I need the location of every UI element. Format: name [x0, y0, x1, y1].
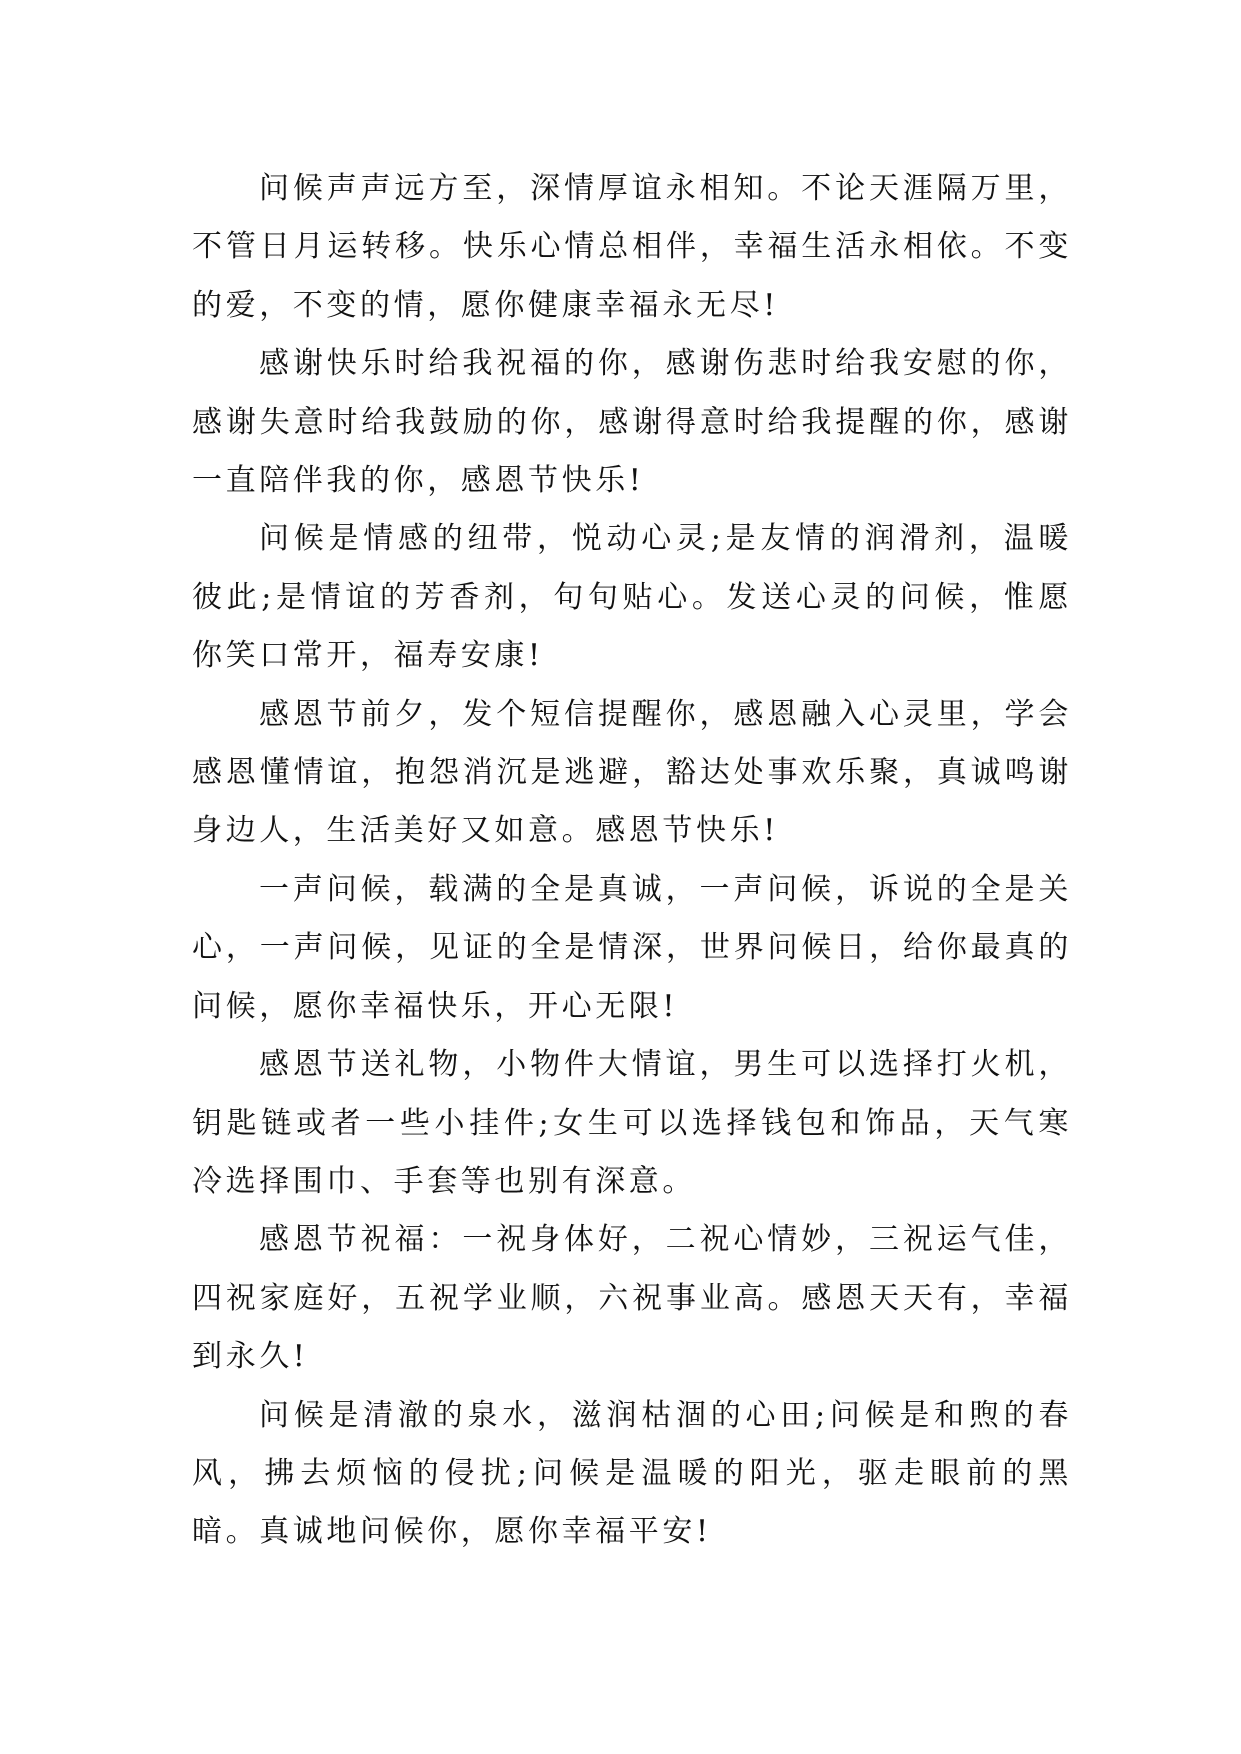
- paragraph: 一声问候，载满的全是真诚，一声问候，诉说的全是关心，一声问候，见证的全是情深，世界问候日，给你最真的问候，愿你幸福快乐，开心无限!: [192, 871, 1072, 1024]
- paragraph: 问候声声远方至，深情厚谊永相知。不论天涯隔万里，不管日月运转移。快乐心情总相伴，幸福生活永相依。不变的爱，不变的情，愿你健康幸福永无尽!: [192, 171, 1072, 323]
- document-body: [192, 160, 1072, 1562]
- paragraph: 感恩节送礼物，小物件大情谊，男生可以选择打火机，钥匙链或者一些小挂件;女生可以选择钱包和饰品，天气寒冷选择围巾、手套等也别有深意。: [192, 1047, 1072, 1199]
- paragraph: 问候是清澈的泉水，滋润枯涸的心田;问候是和煦的春风，拂去烦恼的侵扰;问候是温暖的阳光，驱走眼前的黑暗。真诚地问候你，愿你幸福平安!: [192, 1397, 1072, 1550]
- paragraph: 感恩节祝福：一祝身体好，二祝心情妙，三祝运气佳，四祝家庭好，五祝学业顺，六祝事业高。感恩天天有，幸福到永久!: [192, 1222, 1072, 1375]
- paragraph: 感恩节前夕，发个短信提醒你，感恩融入心灵里，学会感恩懂情谊，抱怨消沉是逃避，豁达处事欢乐聚，真诚鸣谢身边人，生活美好又如意。感恩节快乐!: [192, 696, 1072, 849]
- paragraph: 感谢快乐时给我祝福的你，感谢伤悲时给我安慰的你，感谢失意时给我鼓励的你，感谢得意时给我提醒的你，感谢一直陪伴我的你，感恩节快乐!: [192, 346, 1072, 499]
- paragraph: 问候是情感的纽带，悦动心灵;是友情的润滑剂，温暖彼此;是情谊的芳香剂，句句贴心。发送心灵的问候，惟愿你笑口常开，福寿安康!: [192, 521, 1072, 674]
